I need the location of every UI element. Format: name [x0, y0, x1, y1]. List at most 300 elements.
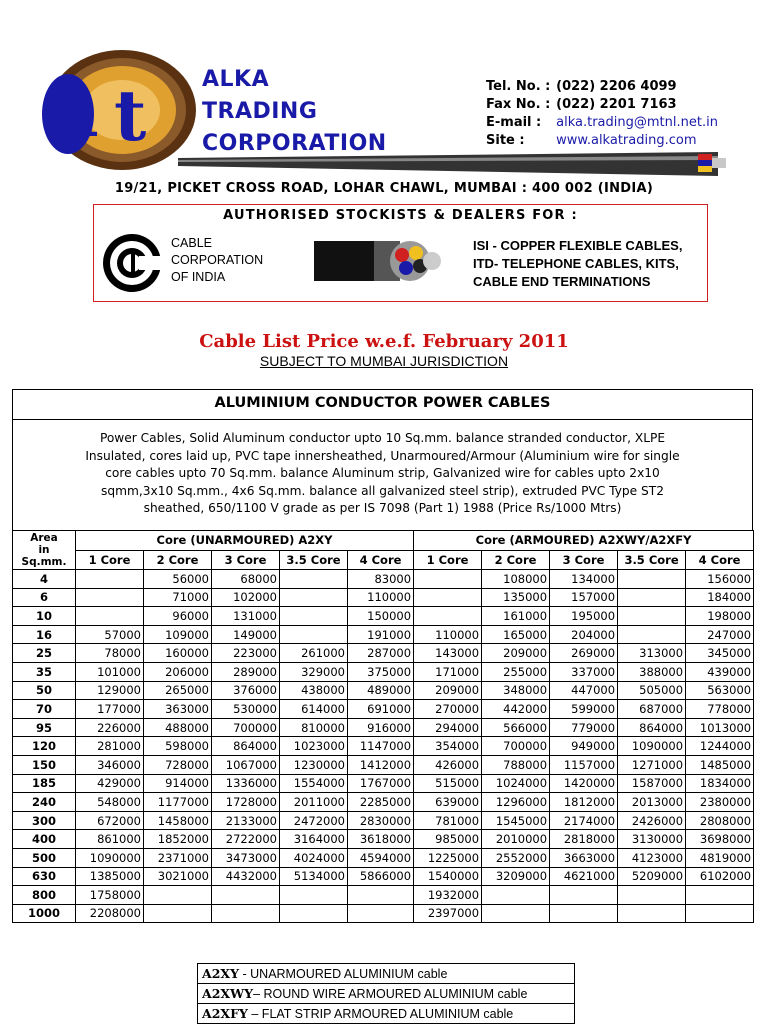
- site-label: Site :: [486, 133, 525, 148]
- price-cell: [348, 886, 414, 905]
- core-header: 2 Core: [144, 550, 212, 570]
- price-cell: 2380000: [686, 793, 754, 812]
- price-cell: 2010000: [482, 830, 550, 849]
- price-cell: 109000: [144, 625, 212, 644]
- price-cell: 108000: [482, 570, 550, 589]
- jurisdiction-note: SUBJECT TO MUMBAI JURISDICTION: [259, 353, 509, 369]
- table-row: [13, 607, 754, 626]
- description-line-1: Power Cables, Solid Aluminum conductor upto 10 Sq.mm. balance stranded conductor, XLPE: [99, 431, 666, 445]
- price-cell: 3209000: [482, 867, 550, 886]
- legend-cell: [198, 984, 575, 1004]
- price-cell: 376000: [212, 681, 280, 700]
- price-cell: 1932000: [414, 886, 482, 905]
- description-line-4: sqmm,3x10 Sq.mm., 4x6 Sq.mm. balance all galvanized steel strip), extruded PVC Type ST2: [101, 483, 664, 498]
- price-cell: [618, 886, 686, 905]
- price-cell: 135000: [482, 588, 550, 607]
- price-cell: 442000: [482, 700, 550, 719]
- table-row: [13, 867, 754, 886]
- price-cell: 149000: [212, 625, 280, 644]
- core-header: 3 Core: [212, 550, 280, 570]
- price-cell: 788000: [482, 755, 550, 774]
- price-cell: 195000: [550, 607, 618, 626]
- price-cell: 429000: [76, 774, 144, 793]
- area-cell: 185: [13, 774, 76, 793]
- price-cell: 2808000: [686, 811, 754, 830]
- price-cell: 5209000: [618, 867, 686, 886]
- price-cell: 83000: [348, 570, 414, 589]
- table-row: [13, 755, 754, 774]
- price-cell: 1852000: [144, 830, 212, 849]
- price-cell: 864000: [212, 737, 280, 756]
- area-cell: 50: [13, 681, 76, 700]
- price-cell: 1540000: [414, 867, 482, 886]
- price-cell: 4594000: [348, 848, 414, 867]
- price-cell: 4432000: [212, 867, 280, 886]
- legend-code: A2XFY: [202, 1006, 248, 1021]
- price-cell: 1225000: [414, 848, 482, 867]
- table-row: [13, 681, 754, 700]
- price-cell: 329000: [280, 662, 348, 681]
- area-cell: 240: [13, 793, 76, 812]
- cci-name-line-1: CABLE: [171, 236, 212, 250]
- logo-letter-t: t: [114, 74, 147, 157]
- price-cell: 1767000: [348, 774, 414, 793]
- price-cell: 1545000: [482, 811, 550, 830]
- logo-letter-a: a: [52, 68, 99, 153]
- table-row: [13, 793, 754, 812]
- area-cell: 800: [13, 886, 76, 905]
- price-cell: 354000: [414, 737, 482, 756]
- price-cell: 3130000: [618, 830, 686, 849]
- price-cell: 505000: [618, 681, 686, 700]
- price-cell: 1385000: [76, 867, 144, 886]
- core-header: 2 Core: [482, 550, 550, 570]
- legend-row: [198, 1004, 575, 1024]
- legend-cell: [198, 1004, 575, 1024]
- price-cell: 270000: [414, 700, 482, 719]
- price-cell: 110000: [414, 625, 482, 644]
- armoured-group-header: Core (ARMOURED) A2XWY/A2XFY: [414, 531, 754, 551]
- price-cell: [280, 588, 348, 607]
- price-cell: 949000: [550, 737, 618, 756]
- price-cell: 1230000: [280, 755, 348, 774]
- price-cell: 375000: [348, 662, 414, 681]
- price-cell: 672000: [76, 811, 144, 830]
- price-cell: 2285000: [348, 793, 414, 812]
- price-cell: 566000: [482, 718, 550, 737]
- price-cell: 2552000: [482, 848, 550, 867]
- price-cell: [618, 588, 686, 607]
- price-cell: 1244000: [686, 737, 754, 756]
- price-cell: 247000: [686, 625, 754, 644]
- table-header-row-groups: [13, 531, 754, 551]
- price-cell: 691000: [348, 700, 414, 719]
- price-cell: 1758000: [76, 886, 144, 905]
- price-cell: 1834000: [686, 774, 754, 793]
- price-cell: [686, 886, 754, 905]
- area-cell: 70: [13, 700, 76, 719]
- area-cell: 630: [13, 867, 76, 886]
- cable-cross-section-image: [314, 237, 444, 285]
- area-cell: 25: [13, 644, 76, 663]
- price-cell: 3164000: [280, 830, 348, 849]
- tel-label: Tel. No. :: [486, 79, 551, 94]
- price-cell: 5866000: [348, 867, 414, 886]
- price-cell: 1271000: [618, 755, 686, 774]
- table-row: [13, 848, 754, 867]
- price-cell: [414, 588, 482, 607]
- area-cell: 1000: [13, 904, 76, 923]
- price-cell: [618, 607, 686, 626]
- core-header: 3.5 Core: [618, 550, 686, 570]
- cci-name-line-2: CORPORATION: [171, 253, 264, 267]
- price-cell: 143000: [414, 644, 482, 663]
- area-header-line-1: Area: [30, 532, 58, 544]
- price-cell: 204000: [550, 625, 618, 644]
- price-cell: 781000: [414, 811, 482, 830]
- price-cell: 160000: [144, 644, 212, 663]
- core-header: 1 Core: [76, 550, 144, 570]
- price-cell: 348000: [482, 681, 550, 700]
- price-cell: 2397000: [414, 904, 482, 923]
- area-cell: 300: [13, 811, 76, 830]
- price-cell: [76, 588, 144, 607]
- price-cell: 68000: [212, 570, 280, 589]
- email-row: [486, 114, 718, 132]
- description-line-2: Insulated, cores laid up, PVC tape innersheathed, Unarmoured/Armour (Aluminium wire for single: [85, 448, 680, 463]
- price-cell: 985000: [414, 830, 482, 849]
- price-cell: 209000: [482, 644, 550, 663]
- email-link[interactable]: alka.trading@mtnl.net.in: [556, 115, 718, 130]
- cci-name: [171, 235, 263, 286]
- price-cell: 96000: [144, 607, 212, 626]
- table-header-row-cores: [13, 550, 754, 570]
- price-cell: [618, 625, 686, 644]
- core-header: 4 Core: [686, 550, 754, 570]
- price-cell: 599000: [550, 700, 618, 719]
- price-cell: 261000: [280, 644, 348, 663]
- core-header: 3.5 Core: [280, 550, 348, 570]
- price-cell: 177000: [76, 700, 144, 719]
- price-cell: 916000: [348, 718, 414, 737]
- price-cell: 134000: [550, 570, 618, 589]
- price-cell: 1024000: [482, 774, 550, 793]
- legend-text: – FLAT STRIP ARMOURED ALUMINIUM cable: [247, 1007, 514, 1021]
- price-cell: [280, 625, 348, 644]
- legend-table: [197, 963, 575, 1024]
- cci-name-line-3: OF INDIA: [171, 270, 226, 284]
- table-row: [13, 737, 754, 756]
- price-cell: 78000: [76, 644, 144, 663]
- price-cell: [76, 607, 144, 626]
- price-cell: 1090000: [618, 737, 686, 756]
- price-cell: 171000: [414, 662, 482, 681]
- price-cell: 165000: [482, 625, 550, 644]
- price-cell: 2174000: [550, 811, 618, 830]
- price-cell: 294000: [414, 718, 482, 737]
- price-cell: 530000: [212, 700, 280, 719]
- price-cell: 129000: [76, 681, 144, 700]
- price-cell: [280, 607, 348, 626]
- price-cell: 3698000: [686, 830, 754, 849]
- price-cell: 1157000: [550, 755, 618, 774]
- price-cell: 2208000: [76, 904, 144, 923]
- fax-label: Fax No. :: [486, 97, 551, 112]
- price-cell: 223000: [212, 644, 280, 663]
- price-cell: 2830000: [348, 811, 414, 830]
- price-cell: 3473000: [212, 848, 280, 867]
- table-row: [13, 774, 754, 793]
- price-cell: 346000: [76, 755, 144, 774]
- price-cell: [482, 886, 550, 905]
- product-line-2: ITD- TELEPHONE CABLES, KITS,: [473, 256, 679, 271]
- product-line-1: ISI - COPPER FLEXIBLE CABLES,: [473, 238, 683, 253]
- price-cell: 287000: [348, 644, 414, 663]
- price-cell: 426000: [414, 755, 482, 774]
- price-cell: 269000: [550, 644, 618, 663]
- tel-value: (022) 2206 4099: [556, 79, 677, 94]
- table-row: [13, 570, 754, 589]
- price-cell: 778000: [686, 700, 754, 719]
- price-cell: 1812000: [550, 793, 618, 812]
- price-cell: 5134000: [280, 867, 348, 886]
- tel-row: [486, 78, 718, 96]
- email-label: E-mail :: [486, 115, 542, 130]
- price-cell: 2011000: [280, 793, 348, 812]
- price-table: [12, 530, 754, 923]
- price-cell: [414, 570, 482, 589]
- price-cell: 563000: [686, 681, 754, 700]
- price-cell: 489000: [348, 681, 414, 700]
- price-cell: [618, 570, 686, 589]
- price-cell: 1420000: [550, 774, 618, 793]
- legend-row: [198, 964, 575, 984]
- table-row: [13, 830, 754, 849]
- dealer-box: [93, 204, 708, 302]
- price-cell: 4621000: [550, 867, 618, 886]
- price-cell: 439000: [686, 662, 754, 681]
- section-divider: [13, 419, 752, 420]
- price-cell: 2371000: [144, 848, 212, 867]
- price-cell: 337000: [550, 662, 618, 681]
- price-cell: 131000: [212, 607, 280, 626]
- unarmoured-group-header: Core (UNARMOURED) A2XY: [76, 531, 414, 551]
- section-description: [17, 430, 748, 518]
- price-cell: 1336000: [212, 774, 280, 793]
- price-cell: 1013000: [686, 718, 754, 737]
- price-cell: 281000: [76, 737, 144, 756]
- product-list: [473, 237, 682, 291]
- price-cell: 1177000: [144, 793, 212, 812]
- product-line-3: CABLE END TERMINATIONS: [473, 274, 651, 289]
- price-cell: 157000: [550, 588, 618, 607]
- price-cell: 71000: [144, 588, 212, 607]
- price-cell: [212, 886, 280, 905]
- cci-logo-icon: [101, 232, 163, 294]
- price-cell: 438000: [280, 681, 348, 700]
- price-cell: [550, 904, 618, 923]
- legend-cell: [198, 964, 575, 984]
- area-cell: 400: [13, 830, 76, 849]
- price-cell: [280, 570, 348, 589]
- price-cell: 255000: [482, 662, 550, 681]
- price-cell: 598000: [144, 737, 212, 756]
- price-cell: 2722000: [212, 830, 280, 849]
- price-cell: 1728000: [212, 793, 280, 812]
- price-cell: 1067000: [212, 755, 280, 774]
- core-header: 1 Core: [414, 550, 482, 570]
- price-cell: 488000: [144, 718, 212, 737]
- price-cell: 1587000: [618, 774, 686, 793]
- price-cell: 614000: [280, 700, 348, 719]
- price-cell: 56000: [144, 570, 212, 589]
- area-cell: 16: [13, 625, 76, 644]
- price-cell: 2818000: [550, 830, 618, 849]
- price-table-body: [13, 570, 754, 923]
- price-cell: 3663000: [550, 848, 618, 867]
- price-cell: [76, 570, 144, 589]
- address-line: 19/21, PICKET CROSS ROAD, LOHAR CHAWL, MUMBAI : 400 002 (INDIA): [114, 181, 654, 196]
- price-cell: 700000: [482, 737, 550, 756]
- price-cell: 1554000: [280, 774, 348, 793]
- table-row: [13, 644, 754, 663]
- legend-row: [198, 984, 575, 1004]
- table-row: [13, 718, 754, 737]
- table-row: [13, 588, 754, 607]
- price-cell: 864000: [618, 718, 686, 737]
- legend-code: A2XY: [202, 966, 240, 981]
- price-cell: [212, 904, 280, 923]
- price-cell: 779000: [550, 718, 618, 737]
- price-cell: 3021000: [144, 867, 212, 886]
- area-cell: 10: [13, 607, 76, 626]
- table-row: [13, 662, 754, 681]
- company-name-line-3: CORPORATION: [202, 131, 387, 156]
- price-cell: 191000: [348, 625, 414, 644]
- area-cell: 120: [13, 737, 76, 756]
- price-cell: [414, 607, 482, 626]
- area-header-line-2: in: [38, 544, 50, 556]
- price-cell: 6102000: [686, 867, 754, 886]
- table-row: [13, 625, 754, 644]
- price-cell: 1023000: [280, 737, 348, 756]
- price-cell: 639000: [414, 793, 482, 812]
- price-cell: 3618000: [348, 830, 414, 849]
- price-cell: [280, 886, 348, 905]
- area-cell: 4: [13, 570, 76, 589]
- price-cell: [686, 904, 754, 923]
- area-header: [13, 531, 76, 570]
- price-cell: 548000: [76, 793, 144, 812]
- price-cell: 1090000: [76, 848, 144, 867]
- price-cell: 226000: [76, 718, 144, 737]
- price-cell: [144, 886, 212, 905]
- price-cell: 198000: [686, 607, 754, 626]
- description-line-3: core cables upto 70 Sq.mm. balance Aluminum strip, Galvanized wire for cables upto 2x10: [105, 466, 660, 480]
- company-logo: [38, 44, 198, 174]
- price-cell: 2472000: [280, 811, 348, 830]
- price-cell: 515000: [414, 774, 482, 793]
- section-box: [12, 389, 753, 530]
- table-row: [13, 811, 754, 830]
- table-row: [13, 904, 754, 923]
- legend-text: – ROUND WIRE ARMOURED ALUMINIUM cable: [253, 987, 528, 1001]
- price-cell: 1485000: [686, 755, 754, 774]
- area-cell: 150: [13, 755, 76, 774]
- price-cell: 206000: [144, 662, 212, 681]
- price-cell: 1147000: [348, 737, 414, 756]
- price-cell: 810000: [280, 718, 348, 737]
- price-cell: 363000: [144, 700, 212, 719]
- price-cell: 2013000: [618, 793, 686, 812]
- fax-value: (022) 2201 7163: [556, 97, 677, 112]
- description-line-5: sheathed, 650/1100 V grade as per IS 7098 (Part 1) 1988 (Price Rs/1000 Mtrs): [143, 501, 622, 515]
- site-link[interactable]: www.alkatrading.com: [556, 133, 697, 148]
- price-cell: [280, 904, 348, 923]
- cable-graphic: [178, 146, 730, 182]
- price-cell: 289000: [212, 662, 280, 681]
- price-cell: 1412000: [348, 755, 414, 774]
- price-cell: 156000: [686, 570, 754, 589]
- price-cell: [144, 904, 212, 923]
- price-cell: 1296000: [482, 793, 550, 812]
- table-row: [13, 886, 754, 905]
- price-cell: 1458000: [144, 811, 212, 830]
- price-cell: 861000: [76, 830, 144, 849]
- legend-code: A2XWY: [202, 986, 254, 1001]
- area-cell: 6: [13, 588, 76, 607]
- price-cell: 388000: [618, 662, 686, 681]
- price-cell: 2133000: [212, 811, 280, 830]
- price-cell: 184000: [686, 588, 754, 607]
- company-name-line-1: ALKA: [202, 67, 270, 92]
- price-cell: 313000: [618, 644, 686, 663]
- price-cell: 101000: [76, 662, 144, 681]
- area-cell: 35: [13, 662, 76, 681]
- area-cell: 95: [13, 718, 76, 737]
- core-header: 4 Core: [348, 550, 414, 570]
- price-cell: [482, 904, 550, 923]
- price-cell: 102000: [212, 588, 280, 607]
- price-cell: 728000: [144, 755, 212, 774]
- contact-block: [486, 78, 718, 150]
- price-cell: 57000: [76, 625, 144, 644]
- price-cell: 2426000: [618, 811, 686, 830]
- area-cell: 500: [13, 848, 76, 867]
- price-cell: 265000: [144, 681, 212, 700]
- price-cell: 687000: [618, 700, 686, 719]
- price-cell: 700000: [212, 718, 280, 737]
- price-cell: 209000: [414, 681, 482, 700]
- table-row: [13, 700, 754, 719]
- area-header-line-3: Sq.mm.: [21, 556, 67, 568]
- price-cell: [550, 886, 618, 905]
- price-cell: 4123000: [618, 848, 686, 867]
- price-cell: 4819000: [686, 848, 754, 867]
- price-cell: 345000: [686, 644, 754, 663]
- fax-row: [486, 96, 718, 114]
- price-cell: 447000: [550, 681, 618, 700]
- price-cell: [618, 904, 686, 923]
- price-cell: 150000: [348, 607, 414, 626]
- company-name-line-2: TRADING: [202, 99, 318, 124]
- price-cell: 110000: [348, 588, 414, 607]
- price-cell: [348, 904, 414, 923]
- dealer-title: AUTHORISED STOCKISTS & DEALERS FOR :: [223, 208, 578, 223]
- core-header: 3 Core: [550, 550, 618, 570]
- price-cell: 4024000: [280, 848, 348, 867]
- legend-text: - UNARMOURED ALUMINIUM cable: [239, 967, 448, 981]
